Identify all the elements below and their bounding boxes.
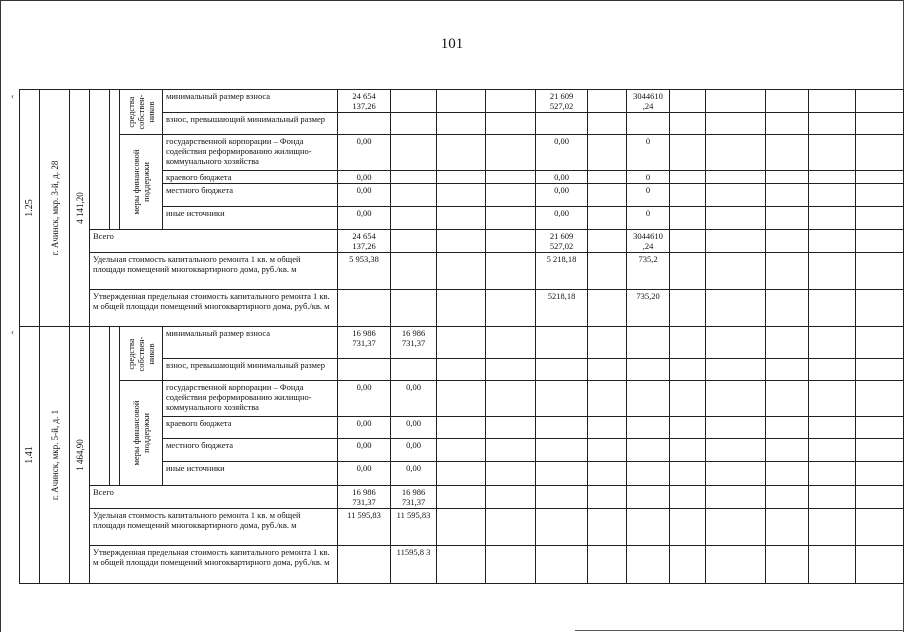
address-cell: г. Ачинск, мкр. 5-й, д. 1	[40, 327, 70, 584]
own-funds-group: средства собствен-ников	[120, 327, 163, 381]
spacer-cell	[110, 327, 120, 486]
value-cell: 0,00	[391, 417, 437, 439]
value-cell	[391, 90, 437, 113]
page-border-left	[0, 0, 1, 632]
value-cell: 0,00	[391, 439, 437, 462]
row-label: иные источники	[163, 207, 338, 230]
value-cell: 0,00	[338, 439, 391, 462]
support-group: меры финансовой поддержки	[120, 135, 163, 230]
value-cell: 3044610 ,24	[627, 90, 670, 113]
value-cell: 0	[627, 135, 670, 171]
margin-mark: ‹	[11, 327, 14, 337]
value-cell: 11595,8 3	[391, 546, 437, 584]
row-label: Утвержденная предельная стоимость капитального ремонта 1 кв. м общей площади помещений многоквартирного дома, руб./кв. м	[90, 290, 338, 327]
value-cell: 0,00	[338, 135, 391, 171]
row-label: государственной корпорации – Фонда содействия реформированию жилищно-коммунального хозяйства	[163, 135, 338, 171]
value-cell: 16 986 731,37	[338, 486, 391, 509]
item-number-cell: 1.25	[20, 90, 40, 327]
value-cell	[588, 90, 627, 113]
area-cell: 4 141,20	[70, 90, 90, 327]
value-cell: 0	[627, 171, 670, 184]
page-number: 101	[440, 36, 464, 52]
table-row	[20, 381, 904, 417]
value-cell: 11 595,83	[338, 509, 391, 546]
unit-cost-row	[20, 253, 904, 290]
total-row	[20, 486, 904, 509]
row-label: краевого бюджета	[163, 171, 338, 184]
row-label: Утвержденная предельная стоимость капитального ремонта 1 кв. м общей площади помещений многоквартирного дома, руб./кв. м	[90, 546, 338, 584]
value-cell: 0,00	[338, 462, 391, 486]
value-cell: 0,00	[536, 171, 588, 184]
address-cell: г. Ачинск, мкр. 3-й, д. 28	[40, 90, 70, 327]
row-label: иные источники	[163, 462, 338, 486]
value-cell: 0,00	[391, 381, 437, 417]
total-row	[20, 230, 904, 253]
value-cell: 11 595,83	[391, 509, 437, 546]
margin-mark: ‹	[11, 91, 14, 101]
value-cell: 735,2	[627, 253, 670, 290]
bottom-rule	[575, 630, 904, 631]
value-cell	[437, 90, 486, 113]
value-cell: 24 654 137,26	[338, 230, 391, 253]
support-group: меры финансовой поддержки	[120, 381, 163, 486]
value-cell: 21 609 527,02	[536, 90, 588, 113]
spacer-cell	[110, 90, 120, 230]
value-cell: 0	[627, 184, 670, 207]
value-cell: 0,00	[536, 207, 588, 230]
value-cell: 21 609 527,02	[536, 230, 588, 253]
value-cell: 0,00	[338, 171, 391, 184]
page-border-top	[0, 0, 904, 1]
item-number-cell: 1.41	[20, 327, 40, 584]
value-cell: 0,00	[536, 184, 588, 207]
row-label: местного бюджета	[163, 184, 338, 207]
value-cell: 3044610 ,24	[627, 230, 670, 253]
value-cell: 5218,18	[536, 290, 588, 327]
row-label: краевого бюджета	[163, 417, 338, 439]
area-cell: 1 464,90	[70, 327, 90, 584]
row-label: государственной корпорации – Фонда содействия реформированию жилищно-коммунального хозяйства	[163, 381, 338, 417]
unit-cost-row	[20, 509, 904, 546]
value-cell: 16 986 731,37	[338, 327, 391, 359]
table-row	[20, 90, 904, 113]
value-cell: 0	[627, 207, 670, 230]
value-cell: 0,00	[338, 417, 391, 439]
table-row	[20, 327, 904, 359]
value-cell: 735,20	[627, 290, 670, 327]
row-label: местного бюджета	[163, 439, 338, 462]
row-label: Удельная стоимость капитального ремонта 1 кв. м общей площади помещений многоквартирного дома, руб./кв. м	[90, 509, 338, 546]
value-cell: 0,00	[338, 207, 391, 230]
row-label: Всего	[90, 230, 338, 253]
spacer-cell	[90, 90, 110, 230]
value-cell: 24 654 137,26	[338, 90, 391, 113]
value-cell: 16 986 731,37	[391, 486, 437, 509]
value-cell: 0,00	[338, 381, 391, 417]
value-cell: 0,00	[338, 184, 391, 207]
row-label: взнос, превышающий минимальный размер	[163, 113, 338, 135]
row-label: минимальный размер взноса	[163, 327, 338, 359]
spacer-cell	[90, 327, 110, 486]
limit-cost-row	[20, 546, 904, 584]
value-cell: 16 986 731,37	[391, 327, 437, 359]
own-funds-group: средства собствен-ников	[120, 90, 163, 135]
value-cell: 5 953,38	[338, 253, 391, 290]
row-label: Удельная стоимость капитального ремонта 1 кв. м общей площади помещений многоквартирного дома, руб./кв. м	[90, 253, 338, 290]
capital-repair-table	[19, 89, 904, 584]
row-label: Всего	[90, 486, 338, 509]
value-cell: 0,00	[536, 135, 588, 171]
value-cell: 5 218,18	[536, 253, 588, 290]
row-label: взнос, превышающий минимальный размер	[163, 359, 338, 381]
value-cell: 0,00	[391, 462, 437, 486]
value-cell	[486, 90, 536, 113]
limit-cost-row	[20, 290, 904, 327]
table-row	[20, 135, 904, 171]
row-label: минимальный размер взноса	[163, 90, 338, 113]
